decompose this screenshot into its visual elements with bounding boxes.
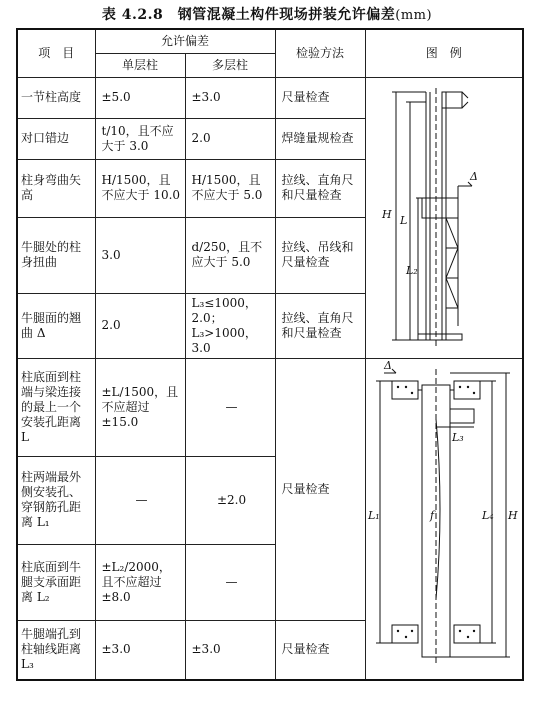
row-item: 柱身弯曲矢高	[17, 159, 95, 217]
row-item: 一节柱高度	[17, 77, 95, 118]
row-item: 对口错边	[17, 118, 95, 159]
upper-column-figure	[366, 78, 522, 352]
lower-column-figure	[366, 359, 522, 674]
header-method: 检验方法	[275, 29, 365, 77]
fig-lower-L4: L₄	[481, 508, 494, 522]
row-single: t/10，且不应大于 3.0	[95, 118, 185, 159]
title-text: 表 4.2.8 钢管混凝土构件现场拼装允许偏差	[101, 7, 396, 23]
fig-upper-H: H	[381, 207, 392, 221]
header-figure: 图 例	[365, 29, 523, 77]
row-single: 3.0	[95, 217, 185, 293]
header-item: 项 目	[17, 29, 95, 77]
row-single: ±L/1500，且不应超过±15.0	[95, 358, 185, 456]
row-item: 柱底面到柱端与梁连接的最上一个安装孔距离 L	[17, 358, 95, 456]
header-single: 单层柱	[95, 53, 185, 77]
row-item: 牛腿处的柱身扭曲	[17, 217, 95, 293]
figure-lower-cell	[365, 358, 523, 680]
row-method: 尺量检查	[275, 77, 365, 118]
row-multi: d/250，且不应大于 5.0	[185, 217, 275, 293]
row-multi: ±3.0	[185, 620, 275, 680]
table-row	[17, 77, 523, 118]
row-multi: L₃≤1000，2.0；L₃>1000，3.0	[185, 293, 275, 358]
fig-upper-delta: Δ	[469, 169, 478, 183]
row-single: 2.0	[95, 293, 185, 358]
row-item: 柱两端最外侧安装孔、穿钢筋孔距离 L₁	[17, 456, 95, 544]
row-single: ±3.0	[95, 620, 185, 680]
fig-lower-L1: L₁	[367, 508, 380, 522]
row-method: 尺量检查	[275, 620, 365, 680]
row-method: 拉线、吊线和尺量检查	[275, 217, 365, 293]
fig-lower-L3: L₃	[451, 430, 464, 444]
header-tolerance: 允许偏差	[95, 29, 275, 53]
row-item: 牛腿面的翘曲 Δ	[17, 293, 95, 358]
row-multi: 2.0	[185, 118, 275, 159]
fig-upper-L: L	[399, 213, 407, 227]
row-multi: ±3.0	[185, 77, 275, 118]
row-multi: ±2.0	[185, 456, 275, 544]
row-single: H/1500，且不应大于 10.0	[95, 159, 185, 217]
table-title	[0, 4, 534, 24]
header-row-1	[17, 29, 523, 53]
row-method: 拉线、直角尺和尺量检查	[275, 159, 365, 217]
row-multi: —	[185, 358, 275, 456]
row-single: ±5.0	[95, 77, 185, 118]
title-unit: (mm)	[395, 8, 433, 23]
fig-upper-L2: L₂	[405, 263, 418, 277]
row-method: 尺量检查	[275, 358, 365, 620]
row-multi: H/1500，且不应大于 5.0	[185, 159, 275, 217]
row-method: 焊缝量规检查	[275, 118, 365, 159]
row-item: 牛腿端孔到柱轴线距离 L₃	[17, 620, 95, 680]
fig-lower-f: f	[429, 508, 434, 522]
fig-lower-delta: Δ	[383, 358, 392, 372]
tolerance-table	[16, 28, 524, 681]
row-method: 拉线、直角尺和尺量检查	[275, 293, 365, 358]
row-single: ±L₂/2000，且不应超过±8.0	[95, 544, 185, 620]
fig-lower-H: H	[507, 508, 518, 522]
table-row	[17, 358, 523, 456]
row-item: 柱底面到牛腿支承面距离 L₂	[17, 544, 95, 620]
figure-upper-cell	[365, 77, 523, 358]
row-multi: —	[185, 544, 275, 620]
row-single: —	[95, 456, 185, 544]
header-multi: 多层柱	[185, 53, 275, 77]
